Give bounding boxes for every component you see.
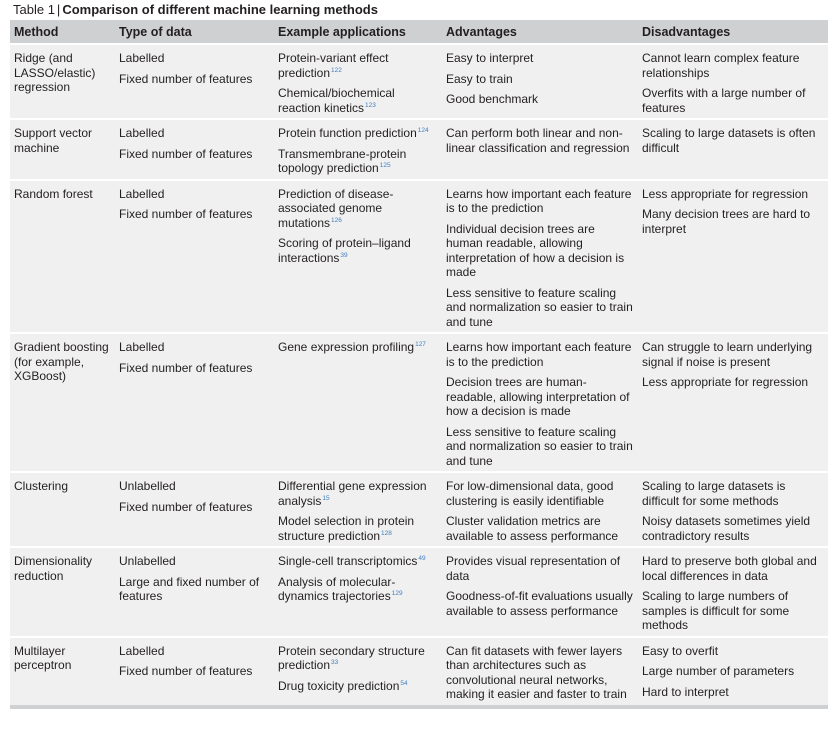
table-row (10, 547, 828, 637)
method-cell (10, 637, 115, 707)
reference-link[interactable]: 54 (400, 679, 408, 687)
disadvantages-cell (638, 119, 828, 180)
application-item (278, 86, 438, 115)
application-text: Single-cell transcriptomics (278, 554, 418, 568)
advantages-cell (442, 637, 638, 707)
table-caption (13, 2, 378, 18)
disadvantage-item: Easy to overfit (642, 643, 719, 658)
header-type-of-data: Type of data (115, 20, 274, 44)
data-type-cell (115, 44, 274, 119)
data-type-item: Labelled (119, 186, 165, 201)
data-type-cell (115, 180, 274, 334)
disadvantage-item: Noisy datasets sometimes yield contradictory results (642, 514, 811, 543)
reference-link[interactable]: 49 (418, 555, 426, 562)
application-item (278, 340, 438, 355)
table-row (10, 472, 828, 547)
application-item (278, 236, 438, 265)
data-type-item: Fixed number of features (119, 71, 253, 86)
data-type-item: Labelled (119, 643, 165, 658)
application-item (278, 51, 438, 80)
application-item (278, 147, 438, 176)
disadvantage-item: Many decision trees are hard to interpret (642, 207, 811, 236)
table-row (10, 637, 828, 707)
method-name: Gradient boosting (for example, XGBoost) (14, 340, 109, 383)
data-type-item: Labelled (119, 126, 165, 140)
applications-cell (274, 637, 442, 707)
advantage-item: Good benchmark (446, 92, 539, 106)
data-type-cell (115, 547, 274, 637)
application-text: Gene expression profiling (278, 340, 415, 354)
data-type-item: Fixed number of features (119, 146, 253, 161)
advantages-cell (442, 44, 638, 119)
header-advantages: Advantages (442, 20, 638, 44)
table-title: Comparison of different machine learning methods (62, 2, 378, 17)
applications-cell (274, 547, 442, 637)
caption-separator: | (56, 2, 61, 17)
method-name: Ridge (and LASSO/elastic) regression (14, 51, 96, 94)
applications-cell (274, 119, 442, 180)
application-text: Model selection in protein structure prediction (278, 514, 415, 543)
data-type-item: Labelled (119, 51, 165, 65)
data-type-cell (115, 637, 274, 707)
application-text: Prediction of disease-associated genome mutations (278, 186, 394, 230)
table-label: Table 1 (13, 2, 55, 17)
table-row (10, 180, 828, 334)
data-type-item: Fixed number of features (119, 360, 253, 375)
disadvantage-item: Cannot learn complex feature relationships (642, 51, 800, 80)
header-method: Method (10, 20, 115, 44)
application-item (278, 554, 438, 569)
application-text: Protein secondary structure prediction (278, 643, 425, 672)
data-type-item: Labelled (119, 340, 165, 354)
data-type-item: Fixed number of features (119, 499, 253, 514)
header-example-applications: Example applications (274, 20, 442, 44)
data-type-item: Unlabelled (119, 479, 176, 493)
method-cell (10, 44, 115, 119)
advantage-item: Learns how important each feature is to the prediction (446, 340, 632, 369)
advantage-item: Easy to train (446, 71, 513, 86)
data-type-item: Fixed number of features (119, 664, 253, 678)
disadvantage-item: Less appropriate for regression (642, 375, 809, 389)
application-text: Transmembrane-protein topology prediction (278, 146, 407, 175)
advantage-item: Provides visual representation of data (446, 554, 621, 583)
reference-link[interactable]: 15 (322, 494, 330, 502)
application-item (278, 644, 438, 673)
disadvantage-item: Can struggle to learn underlying signal if noise is present (642, 340, 813, 369)
disadvantage-item: Less appropriate for regression (642, 186, 809, 201)
advantage-item: Goodness-of-fit evaluations usually available to assess performance (446, 589, 633, 618)
data-type-cell (115, 119, 274, 180)
reference-link[interactable]: 124 (417, 127, 429, 134)
disadvantage-item: Scaling to large datasets is often difficult (642, 126, 816, 155)
reference-link[interactable]: 123 (365, 101, 376, 109)
applications-cell (274, 472, 442, 547)
reference-link[interactable]: 125 (379, 162, 391, 169)
reference-link[interactable]: 128 (381, 529, 392, 537)
disadvantages-cell (638, 180, 828, 334)
advantage-item: Can fit datasets with fewer layers than architectures such as convolutional neural networks, making it easier and faster to train (446, 643, 627, 701)
advantage-item: Cluster validation metrics are available to assess performance (446, 514, 619, 543)
applications-cell (274, 333, 442, 472)
advantage-item: Individual decision trees are human readable, allowing interpretation of how a decision is made (446, 221, 625, 279)
reference-link[interactable]: 129 (391, 590, 403, 597)
reference-link[interactable]: 122 (331, 66, 342, 74)
disadvantages-cell (638, 333, 828, 472)
data-type-item: Fixed number of features (119, 207, 253, 221)
applications-cell (274, 44, 442, 119)
reference-link[interactable]: 127 (415, 341, 426, 348)
method-name: Clustering (14, 479, 69, 493)
advantages-cell (442, 119, 638, 180)
advantage-item: Learns how important each feature is to the prediction (446, 186, 632, 215)
application-text: Scoring of protein–ligand interactions (278, 236, 411, 265)
application-text: Chemical/biochemical reaction kinetics (278, 86, 395, 115)
advantage-item: Less sensitive to feature scaling and normalization so easier to train and tune (446, 424, 633, 468)
method-cell (10, 547, 115, 637)
advantage-item: For low-dimensional data, good clustering is easily identifiable (446, 479, 614, 508)
disadvantage-item: Hard to interpret (642, 684, 729, 699)
application-text: Drug toxicity prediction (278, 678, 400, 693)
application-item (278, 679, 438, 694)
application-item (278, 187, 438, 231)
method-name: Random forest (14, 186, 93, 201)
method-cell (10, 180, 115, 334)
disadvantage-item: Scaling to large datasets is difficult for some methods (642, 479, 786, 508)
application-item (278, 575, 438, 604)
advantages-cell (442, 547, 638, 637)
disadvantage-item: Scaling to large numbers of samples is difficult for some methods (642, 589, 790, 632)
applications-cell (274, 180, 442, 334)
disadvantage-item: Overfits with a large number of features (642, 86, 806, 115)
disadvantage-item: Large number of parameters (642, 664, 795, 678)
table-body (10, 44, 828, 707)
method-name: Dimensionality reduction (14, 554, 93, 583)
method-name: Multilayer perceptron (14, 643, 72, 672)
application-text: Protein-variant effect prediction (278, 51, 389, 80)
application-item (278, 514, 438, 543)
advantage-item: Easy to interpret (446, 51, 534, 65)
reference-link[interactable]: 126 (331, 216, 342, 224)
application-item (278, 126, 438, 141)
advantages-cell (442, 333, 638, 472)
data-type-cell (115, 472, 274, 547)
reference-link[interactable]: 33 (331, 659, 339, 666)
disadvantages-cell (638, 547, 828, 637)
disadvantages-cell (638, 637, 828, 707)
disadvantages-cell (638, 472, 828, 547)
application-text: Protein function prediction (278, 126, 417, 140)
application-text: Analysis of molecular-dynamics trajectories (278, 574, 396, 603)
disadvantage-item: Hard to preserve both global and local differences in data (642, 554, 817, 583)
method-cell (10, 119, 115, 180)
table-row (10, 333, 828, 472)
data-type-item: Large and fixed number of features (119, 574, 260, 603)
advantage-item: Can perform both linear and non-linear classification and regression (446, 126, 630, 155)
table-row (10, 44, 828, 119)
application-text: Differential gene expression analysis (278, 479, 427, 508)
reference-link[interactable]: 39 (340, 251, 348, 259)
disadvantages-cell (638, 44, 828, 119)
method-cell (10, 333, 115, 472)
data-type-item: Unlabelled (119, 554, 176, 568)
data-type-cell (115, 333, 274, 472)
header-row (10, 20, 828, 44)
advantages-cell (442, 180, 638, 334)
method-cell (10, 472, 115, 547)
application-item (278, 479, 438, 508)
header-disadvantages: Disadvantages (638, 20, 828, 44)
advantage-item: Less sensitive to feature scaling and normalization so easier to train and tune (446, 285, 633, 329)
comparison-table (10, 20, 828, 709)
method-name: Support vector machine (14, 126, 93, 155)
advantages-cell (442, 472, 638, 547)
advantage-item: Decision trees are human-readable, allowing interpretation of how a decision is made (446, 375, 630, 418)
table-row (10, 119, 828, 180)
